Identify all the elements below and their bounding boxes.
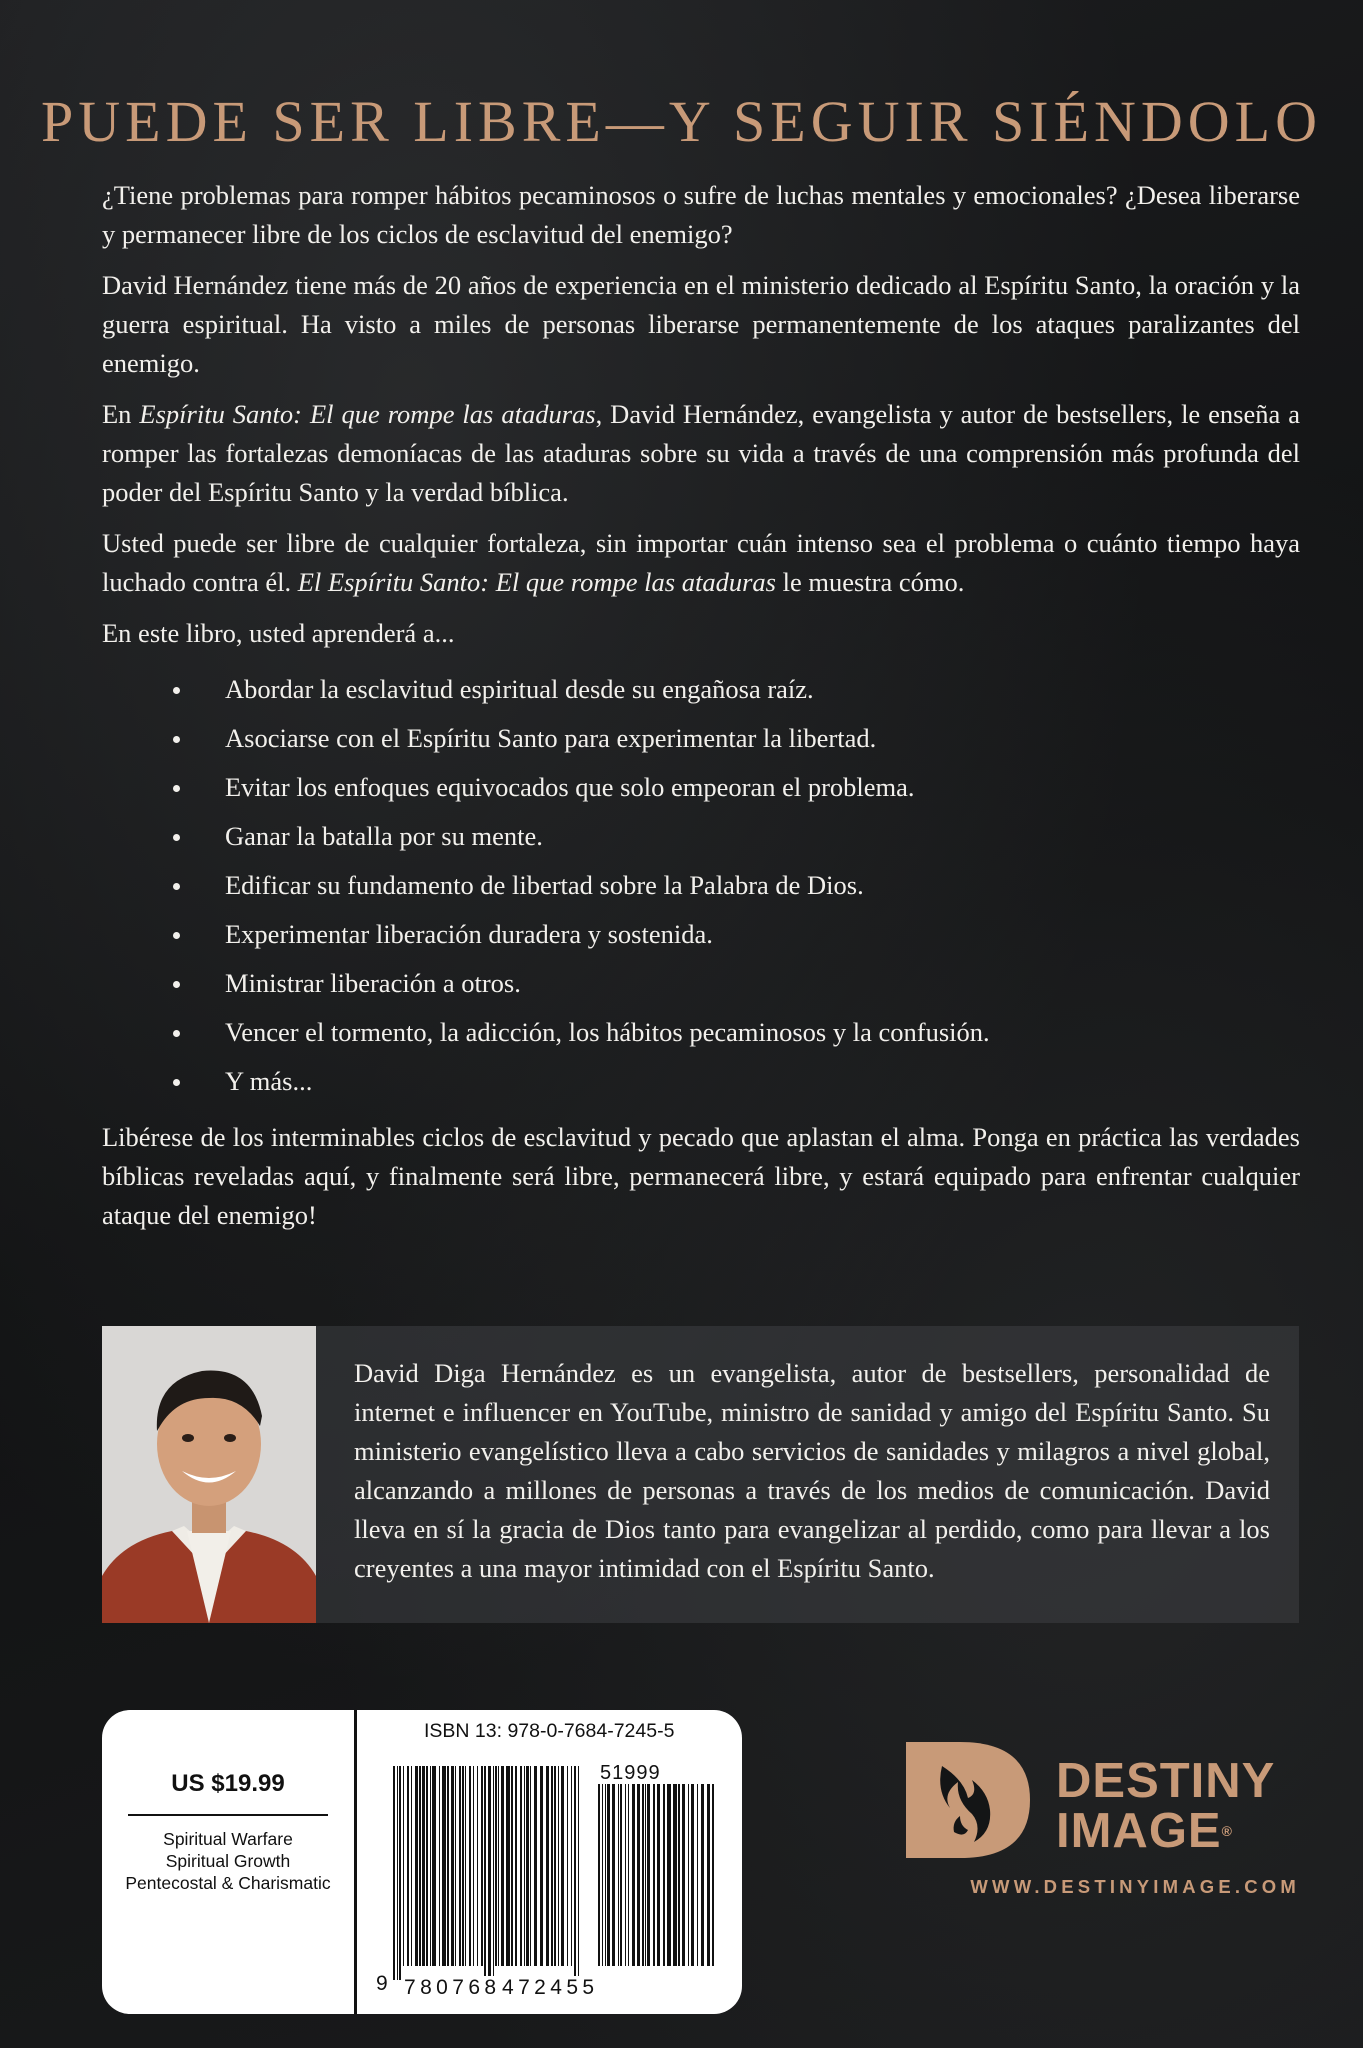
price-divider	[128, 1814, 328, 1816]
barcode-bar	[620, 1784, 622, 1966]
list-item: Experimentar liberación duradera y sostenida.	[169, 910, 1300, 959]
barcode-bar	[571, 1766, 572, 1966]
barcode-bar	[469, 1766, 471, 1966]
cover-headline: PUEDE SER LIBRE—Y SEGUIR SIÉNDOLO	[41, 89, 1322, 154]
barcode-bar	[520, 1766, 522, 1966]
barcode-main	[393, 1766, 583, 1980]
barcode-bar	[506, 1766, 510, 1966]
barcode-bar	[632, 1784, 635, 1966]
category-item: Pentecostal & Charismatic	[125, 1873, 331, 1893]
barcode-bar	[439, 1766, 440, 1966]
barcode-bar	[551, 1766, 553, 1966]
retail-info-panel	[102, 1710, 742, 2014]
barcode-bar	[618, 1784, 619, 1966]
book-summary-paragraph	[102, 395, 1300, 512]
barcode-digits-left: 780768	[404, 1976, 501, 1999]
list-item: Abordar la esclavitud espiritual desde su engañosa raíz.	[169, 665, 1300, 714]
barcode-bar	[578, 1766, 579, 1980]
list-item: Y más...	[169, 1057, 1300, 1106]
book-title-italic-2: El Espíritu Santo: El que rompe las ataduras	[297, 567, 776, 597]
benefits-list	[102, 665, 1300, 1106]
barcode-bar	[515, 1766, 517, 1966]
barcode-bar	[432, 1766, 436, 1966]
flame-d-icon	[898, 1736, 1038, 1864]
barcode-bar	[495, 1766, 497, 1966]
barcode-bar	[602, 1784, 603, 1966]
author-portrait-icon	[102, 1326, 316, 1623]
barcode-bar	[411, 1766, 412, 1966]
barcode-bar	[682, 1784, 685, 1966]
barcode-bar	[447, 1766, 449, 1966]
list-intro: En este libro, usted aprenderá a...	[102, 618, 455, 648]
freedom-paragraph	[102, 524, 1300, 602]
barcode-bar	[612, 1784, 615, 1966]
barcode-bar	[607, 1784, 610, 1966]
barcode-bar	[561, 1766, 564, 1966]
barcode-bar	[645, 1784, 646, 1966]
category-list	[102, 1828, 354, 1894]
category-item: Spiritual Growth	[165, 1851, 291, 1871]
barcode-bar	[407, 1766, 409, 1966]
barcode-bar	[511, 1766, 513, 1966]
barcode-bar	[488, 1766, 491, 1980]
closing-paragraph: Libérese de los interminables ciclos de esclavitud y pecado que aplastan el alma. Ponga en práctica las verdades bíblicas reveladas aquí, y finalmente será libre, permanecerá libre, y estará equipado para enfrentar cualquier ataque del enemigo!	[102, 1122, 1300, 1230]
category-item: Spiritual Warfare	[163, 1829, 293, 1849]
barcode-bar	[397, 1766, 398, 1980]
barcode-bar	[574, 1766, 576, 1980]
barcode-digits-right: 472455	[502, 1976, 599, 1999]
barcode-bar	[459, 1766, 461, 1966]
publisher-name-line1: DESTINY	[1056, 1754, 1276, 1808]
list-item: Edificar su fundamento de libertad sobre la Palabra de Dios.	[169, 861, 1300, 910]
freedom-tail: le muestra cómo.	[775, 567, 965, 597]
barcode-bar	[399, 1766, 401, 1980]
barcode-lead-digit: 9	[376, 1972, 388, 1995]
price-label: US $19.99	[171, 1770, 285, 1797]
barcode-bar	[415, 1766, 418, 1966]
list-item: Evitar los enfoques equivocados que solo empeoran el problema.	[169, 763, 1300, 812]
publisher-name-image: IMAGE	[1056, 1804, 1222, 1858]
list-item: Vencer el tormento, la adicción, los hábitos pecaminosos y la confusión.	[169, 1008, 1300, 1057]
experience-paragraph: David Hernández tiene más de 20 años de experiencia en el ministerio dedicado al Espíritu Santo, la oración y la guerra espiritual. Ha visto a miles de personas liberarse permanentemente de los ataques paralizantes del enemigo.	[102, 270, 1300, 378]
barcode-bar	[501, 1766, 504, 1966]
barcode-bar	[526, 1766, 529, 1966]
barcode-bar	[567, 1766, 568, 1966]
barcode-bar	[712, 1784, 714, 1966]
barcode-bar	[598, 1784, 600, 1966]
barcode-bar	[657, 1784, 660, 1966]
barcode-bar	[637, 1784, 640, 1966]
barcode-bar	[393, 1766, 395, 1980]
barcode-bar	[493, 1766, 494, 1980]
barcode-bar	[403, 1766, 404, 1966]
barcode-supplement-number: 51999	[600, 1762, 661, 1784]
list-item: Ganar la batalla por su mente.	[169, 812, 1300, 861]
isbn-label: ISBN 13: 978-0-7684-7245-5	[424, 1720, 675, 1742]
barcode-bar	[484, 1766, 486, 1980]
barcode-bar	[430, 1766, 431, 1966]
barcode-bar	[530, 1766, 531, 1966]
freedom-lead: Usted puede ser libre de cualquier fortaleza, sin importar cuán intenso sea el problema o cuánto tiempo haya luchado contra él.	[102, 528, 1300, 597]
barcode-bar	[628, 1784, 629, 1966]
barcode-bar	[419, 1766, 421, 1966]
barcode-bar	[546, 1766, 549, 1966]
barcode-supplement	[598, 1784, 716, 1980]
barcode-bar	[465, 1766, 466, 1966]
price-column	[102, 1710, 357, 2014]
barcode-bar	[462, 1766, 464, 1966]
registered-mark: ®	[1221, 1823, 1233, 1839]
barcode-bar	[625, 1784, 626, 1966]
barcode-bar	[673, 1784, 677, 1966]
barcode-bar	[498, 1766, 499, 1966]
barcode-bar	[477, 1766, 478, 1966]
barcode-bar	[653, 1784, 655, 1966]
barcode-bar	[707, 1784, 710, 1966]
barcode-bar	[642, 1784, 644, 1966]
barcode-bar	[691, 1784, 694, 1966]
author-photo	[102, 1326, 316, 1623]
author-bio-text: David Diga Hernández es un evangelista, autor de bestsellers, personalidad de internet e influencer en YouTube, ministro de sanidad y amigo del Espíritu Santo. Su ministerio evangelístico lleva a cabo servicios de sanidades y milagros a nivel global, alcanzando a millones de personas a través de los medios de comunicación. David lleva en sí la gracia de Dios tanto para evangelizar al perdido, como para llevar a los creyentes a una mayor intimidad con el Espíritu Santo.	[354, 1358, 1270, 1583]
summary-lead: En	[102, 399, 140, 429]
barcode-bar	[663, 1784, 665, 1966]
barcode-bar	[524, 1766, 525, 1966]
summary-body: , David Hernández, evangelista y autor de bestsellers, le enseña a romper las fortalezas demoníacas de las ataduras sobre su vida a través de una comprensión más profunda del poder del Espíritu Santo y la verdad bíblica.	[102, 399, 1301, 507]
barcode-bar	[422, 1766, 425, 1966]
barcode-bar	[667, 1784, 671, 1966]
barcode-bar	[678, 1784, 680, 1966]
barcode-bar	[481, 1766, 483, 1966]
list-item: Ministrar liberación a otros.	[169, 959, 1300, 1008]
barcode-bar	[688, 1784, 689, 1966]
barcode-bar	[426, 1766, 428, 1966]
barcode-bar	[442, 1766, 446, 1966]
barcode-bar	[697, 1784, 698, 1966]
barcode-bar	[605, 1784, 606, 1966]
publisher-logo	[898, 1736, 1300, 1906]
barcode-bar	[534, 1766, 537, 1966]
barcode-bar	[540, 1766, 543, 1966]
publisher-name-line2	[1056, 1806, 1233, 1856]
barcode-bar	[473, 1766, 474, 1966]
barcode-bar	[455, 1766, 456, 1966]
list-item: Asociarse con el Espíritu Santo para experimentar la libertad.	[169, 714, 1300, 763]
barcode-bar	[554, 1766, 556, 1966]
barcode-bar	[647, 1784, 650, 1966]
barcode-bar	[451, 1766, 454, 1966]
barcode-bar	[558, 1766, 559, 1966]
cover-description	[102, 176, 1300, 1247]
intro-paragraph: ¿Tiene problemas para romper hábitos pecaminosos o sufre de luchas mentales y emocionales? ¿Desea liberarse y permanecer libre de los ciclos de esclavitud del enemigo?	[102, 180, 1300, 249]
publisher-url: WWW.DESTINYIMAGE.COM	[970, 1876, 1300, 1897]
barcode-bar	[701, 1784, 704, 1966]
book-title-italic: Espíritu Santo: El que rompe las ataduras	[139, 399, 596, 429]
author-bio-box	[102, 1326, 1299, 1623]
